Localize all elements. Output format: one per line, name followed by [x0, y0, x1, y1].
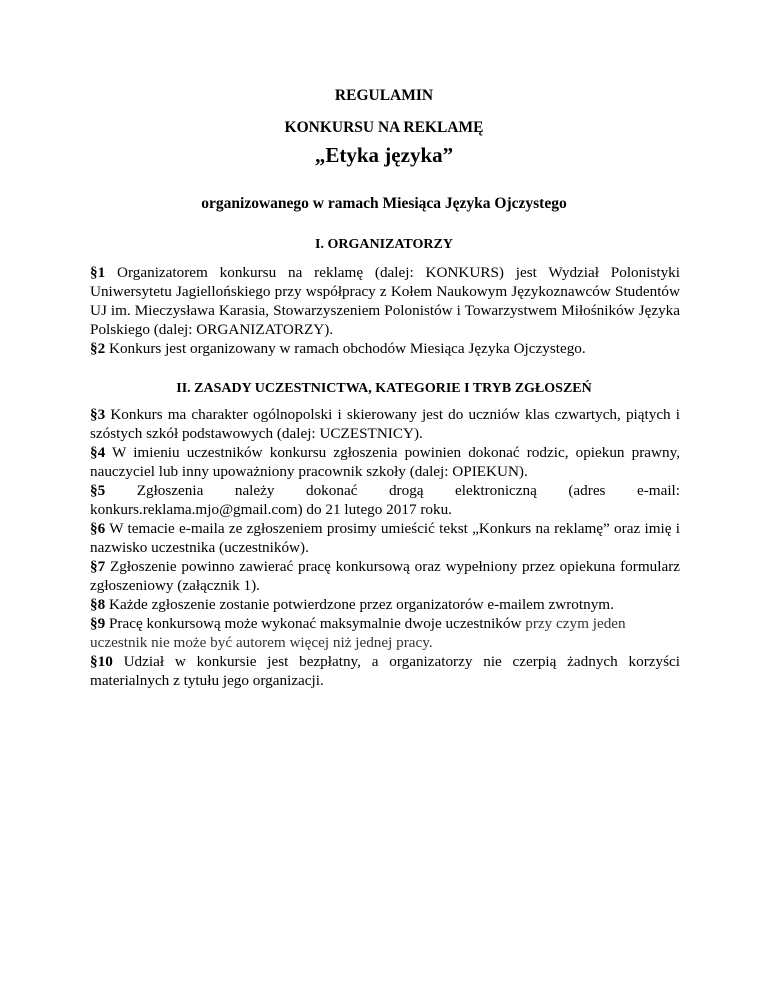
paragraph-number: §2: [90, 340, 106, 357]
paragraph-4: [90, 443, 680, 481]
paragraph-number: §10: [90, 653, 113, 670]
paragraph-2: [90, 339, 680, 358]
doc-title-contest-name: „Etyka języka”: [314, 143, 454, 167]
paragraph-text: Konkurs jest organizowany w ramach obchodów Miesiąca Języka Ojczystego.: [108, 340, 586, 357]
paragraph-text: Organizatorem konkursu na reklamę (dalej: KONKURS) jest Wydział Polonistyki Uniwersytetu Jagiellońskiego przy współpracy z Kołem Naukowym Językoznawców Studentów UJ im. Mieczysława Karasia, Stowarzyszeniem Polonistów i Towarzystwem Miłośników Języka Polskiego (dalej: ORGANIZATORZY).: [90, 264, 680, 338]
section-participation: [90, 405, 680, 690]
paragraph-text: Zgłoszenia należy dokonać drogą elektroniczną (adres e-mail:: [136, 482, 680, 499]
section-heading-organizers: I. ORGANIZATORZY: [315, 237, 453, 252]
paragraph-7: [90, 557, 680, 595]
paragraph-number: §7: [90, 558, 106, 575]
paragraph-8: [90, 595, 680, 614]
paragraph-text: W imieniu uczestników konkursu zgłoszenia powinien dokonać rodzic, opiekun prawny, nauczyciel lub inny upoważniony pracownik szkoły (dalej: OPIEKUN).: [90, 444, 680, 480]
paragraph-text: Konkurs ma charakter ogólnopolski i skierowany jest do uczniów klas czwartych, piątych i szóstych szkół podstawowych (dalej: UCZESTNICY).: [90, 406, 680, 442]
section-organizers: [90, 263, 680, 358]
paragraph-text: Każde zgłoszenie zostanie potwierdzone przez organizatorów e-mailem zwrotnym.: [108, 596, 614, 613]
paragraph-9: [90, 614, 680, 652]
paragraph-6: [90, 519, 680, 557]
doc-title-regulamin: REGULAMIN: [334, 87, 434, 104]
section-heading-participation: II. ZASADY UCZESTNICTWA, KATEGORIE I TRYB ZGŁOSZEŃ: [176, 381, 592, 396]
paragraph-number: §4: [90, 444, 106, 461]
paragraph-number: §5: [90, 482, 106, 499]
doc-subtitle: organizowanego w ramach Miesiąca Języka Ojczystego: [201, 195, 567, 212]
doc-title-konkurs: KONKURSU NA REKLAMĘ: [284, 119, 484, 136]
paragraph-number: §1: [90, 264, 106, 281]
paragraph-3: [90, 405, 680, 443]
paragraph-10: [90, 652, 680, 690]
paragraph-5-continued: [90, 500, 680, 519]
paragraph-text: Udział w konkursie jest bezpłatny, a organizatorzy nie czerpią żadnych korzyści materialnych z tytułu jego organizacji.: [90, 653, 680, 689]
paragraph-text: W temacie e-maila ze zgłoszeniem prosimy umieścić tekst „Konkurs na reklamę” oraz imię i nazwisko uczestnika (uczestników).: [90, 520, 680, 556]
email-address-text: konkurs.reklama.mjo@gmail.com) do 21 lutego 2017 roku.: [90, 501, 452, 518]
paragraph-number: §3: [90, 406, 106, 423]
paragraph-5: [90, 481, 680, 500]
paragraph-text-continued: przy czym jeden uczestnik nie może być autorem więcej niż jednej pracy.: [90, 615, 626, 651]
paragraph-number: §8: [90, 596, 106, 613]
paragraph-number: §6: [90, 520, 106, 537]
paragraph-1: [90, 263, 680, 339]
paragraph-number: §9: [90, 615, 106, 632]
paragraph-text: Pracę konkursową może wykonać maksymalnie dwoje uczestników: [108, 615, 522, 632]
paragraph-text: Zgłoszenie powinno zawierać pracę konkursową oraz wypełniony przez opiekuna formularz zgłoszeniowy (załącznik 1).: [90, 558, 681, 594]
